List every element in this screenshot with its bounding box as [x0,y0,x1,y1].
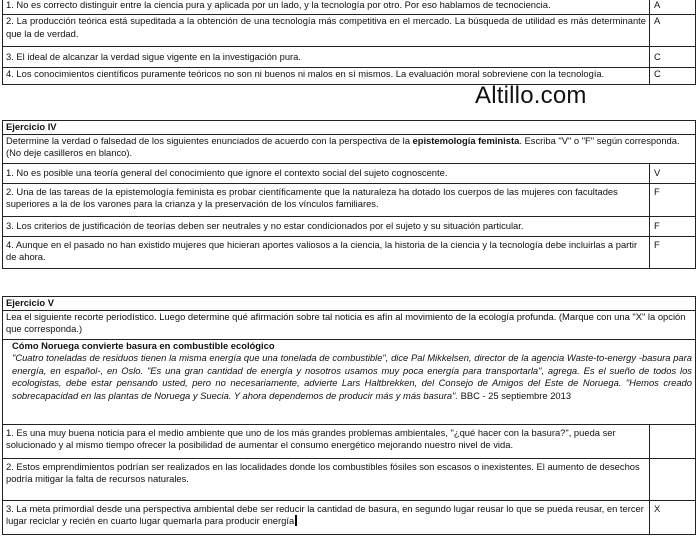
exercise-title: Ejercicio V [3,297,696,311]
table-row [3,236,696,268]
statement-text: 1. No es posible una teoría general del conocimiento que ignore el contexto social del sujeto cognoscente. [3,163,650,183]
watermark: Altillo.com [475,82,587,109]
statement-text: 1. No es correcto distinguir entre la ciencia pura y aplicada por un lado, y la tecnología por otro. Por eso hablamos de tecnociencia. [3,0,650,15]
ejercicio-iv-table [2,120,696,269]
table-row [3,216,696,236]
article-quote: "Cuatro toneladas de residuos tienen la misma energía que una tonelada de combustible", dice Pal Mikkelsen, director de la agencia Waste-to-energy -basura para energía, en español-, en Oslo. "Es una gran cantidad de energía y nosotros usamos muy poca energía para transportarla", agrega. Es el sueño de todos los ecologistas, debe estar pensando usted, pero no necesariamente, advierte Lars Haltbrekken, del Consejo de Amigos del Este de Noruega. "Hemos creado sobrecapacidad en las plantas de Noruega y Suecia. Y ahora dependemos de producir más y más basura". BBC - 25 septiembre 2013 [12,352,692,401]
table-row [3,163,696,183]
answer-cell[interactable] [649,458,695,500]
tecnociencia-table [2,0,696,85]
statement-text: 3. Los criterios de justificación de teorías deben ser neutrales y no estar condicionados por el sujeto y su situación particular. [3,216,650,236]
exercise-instruction: Determine la verdad o falsedad de los siguientes enunciados de acuerdo con la perspectiva de la epistemología feminista. Escriba "V" o "F" según corresponda. (No deje casilleros en blanco). [3,134,696,163]
article-row [3,339,696,424]
article-title: Cómo Noruega convierte basura en combustible ecológico [12,339,275,351]
answer-cell[interactable]: A [650,15,696,47]
instruction-row [3,310,696,339]
answer-cell[interactable]: F [649,216,695,236]
exercise-header-row [3,121,696,135]
table-row [3,0,696,15]
table-row [3,458,696,500]
answer-cell[interactable]: V [649,163,695,183]
answer-cell[interactable]: C [650,68,696,85]
article-source: BBC - 25 septiembre 2013 [457,389,572,401]
statement-text: 3. El ideal de alcanzar la verdad sigue vigente en la investigación pura. [3,47,650,68]
table-row [3,47,696,68]
answer-cell[interactable]: F [649,236,695,268]
statement-text: 2. Estos emprendimientos podrían ser realizados en las localidades donde los combustibles fósiles son escasos o inexistentes. El aumento de desechos podría mitigar la falta de recursos naturales. [3,458,650,500]
answer-cell[interactable]: X [649,500,695,534]
exercise-title: Ejercicio IV [3,121,696,135]
statement-text: 2. Una de las tareas de la epistemología feminista es probar científicamente que la naturaleza ha dotado los cuerpos de las mujeres con facultades superiores a la de los varones para la crianza y la preservación de los vínculos familiares. [3,183,650,216]
ejercicio-v-table [2,296,696,535]
table-row [3,68,696,85]
table-row [3,500,696,534]
news-article [3,339,696,424]
statement-text: 2. La producción teórica está supeditada a la obtención de una tecnología más competitiva en el mercado. La búsqueda de utilidad es más determinante que la de verdad. [3,15,650,47]
statement-text: 1. Es una muy buena noticia para el medio ambiente que uno de los más grandes problemas ambientales, "¿qué hacer con la basura?", pueda ser solucionado y al mismo tiempo ofrecer la posibilidad de aumentar el consumo energético mejorando nuestro nivel de vida. [3,424,650,458]
answer-cell[interactable]: F [649,183,695,216]
answer-cell[interactable]: A [650,0,696,15]
table-row [3,424,696,458]
exercise-header-row [3,297,696,311]
text-cursor [295,515,297,526]
answer-cell[interactable] [649,424,695,458]
exercise-instruction: Lea el siguiente recorte periodístico. Luego determine qué afirmación sobre tal noticia es afín al movimiento de la ecología profunda. (Marque con una "X" la opción que corresponda.) [3,310,696,339]
statement-text: 4. Los conocimientos científicos puramente teóricos no son ni buenos ni malos en sí mismos. La evaluación moral sobreviene con la tecnología. [3,68,650,85]
statement-text: 4. Aunque en el pasado no han existido mujeres que hicieran aportes valiosos a la ciencia, la historia de la ciencia y la tecnología debe incluirlas a partir de ahora. [3,236,650,268]
instruction-row [3,134,696,163]
table-row [3,15,696,47]
statement-text: 3. La meta primordial desde una perspectiva ambiental debe ser reducir la cantidad de basura, en segundo lugar reusar lo que se pueda reusar, en tercer lugar reciclar y recién en cuarto lugar quemarla para producir energía [3,500,650,534]
answer-cell[interactable]: C [650,47,696,68]
table-row [3,183,696,216]
